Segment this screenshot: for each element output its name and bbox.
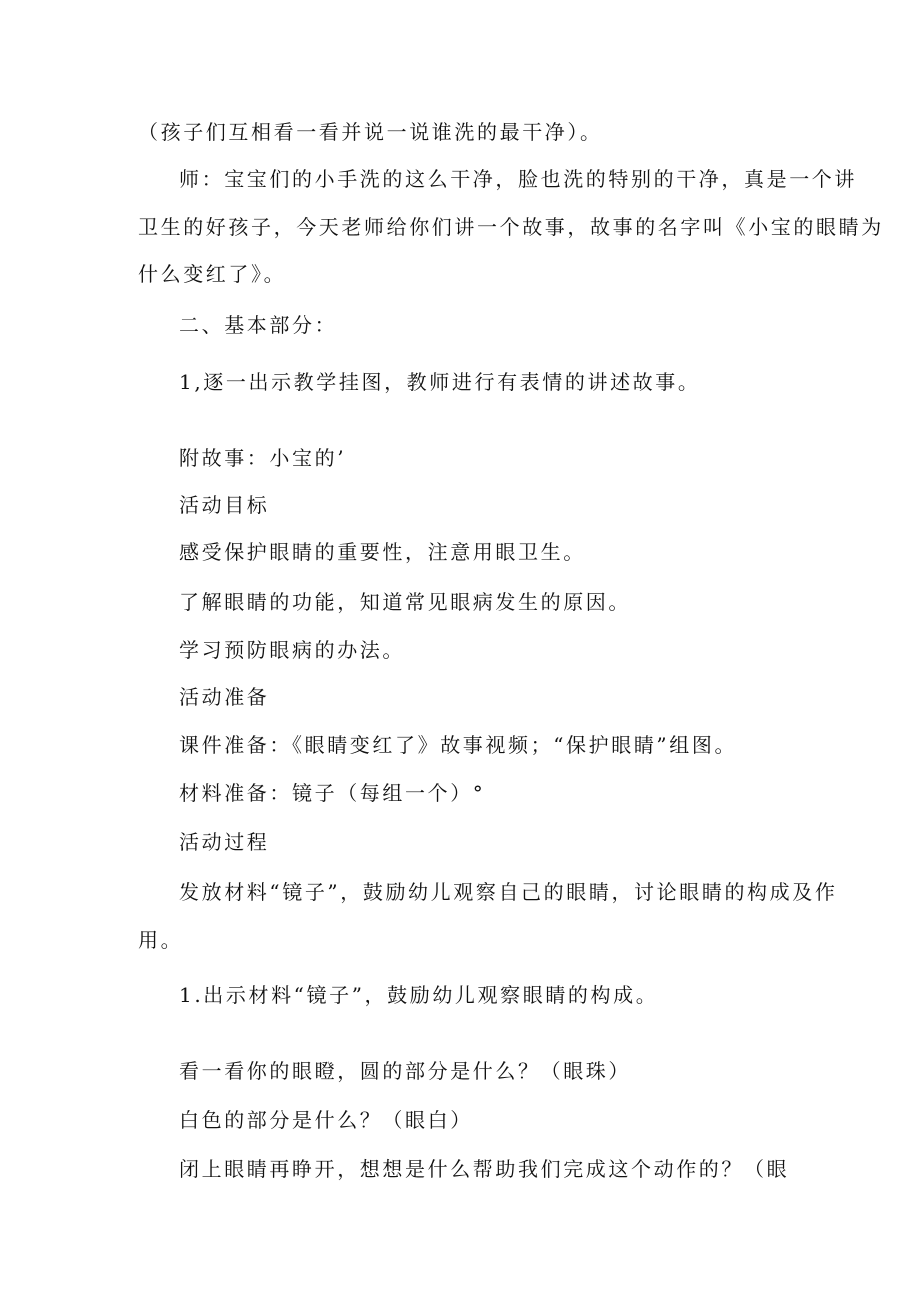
- text-line-13: 课件准备：《眼睛变红了》故事视频；“保护眼睛”组图。: [179, 733, 738, 757]
- text-line-1: （孩子们互相看一看并说一说谁洗的最干净）。: [138, 120, 603, 144]
- text-line-7: 附故事：小宝的’: [179, 446, 347, 470]
- text-line-6: 1,逐一出示教学挂图，教师进行有表情的讲述故事。: [179, 370, 701, 394]
- text-line-14: 材料准备：镜子（每组一个）°: [179, 781, 486, 805]
- text-line-18: 1.出示材料“镜子”，鼓励幼儿观察眼睛的构成。: [179, 983, 659, 1007]
- text-line-8: 活动目标: [179, 493, 270, 517]
- text-line-21: 闭上眼睛再睁开，想想是什么帮助我们完成这个动作的？（眼: [179, 1157, 790, 1181]
- text-line-16: 发放材料“镜子”，鼓励幼儿观察自己的眼睛，讨论眼睛的构成及作: [179, 880, 838, 904]
- text-line-20: 白色的部分是什么？（眼白）: [179, 1108, 473, 1132]
- text-line-12: 活动准备: [179, 685, 270, 709]
- text-line-5: 二、基本部分：: [179, 313, 338, 337]
- text-line-4: 什么变红了》。: [138, 262, 287, 286]
- text-line-19: 看一看你的眼瞪，圆的部分是什么？（眼珠）: [179, 1059, 631, 1083]
- text-line-11: 学习预防眼病的办法。: [179, 638, 405, 662]
- text-line-17: 用。: [138, 928, 184, 952]
- text-line-3: 卫生的好孩子，今天老师给你们讲一个故事，故事的名字叫《小宝的眼睛为: [138, 215, 884, 239]
- text-line-9: 感受保护眼睛的重要性，注意用眼卫生。: [179, 540, 586, 564]
- text-line-15: 活动过程: [179, 830, 270, 854]
- text-line-2: 师：宝宝们的小手洗的这么干净，脸也洗的特别的干净，真是一个讲: [179, 167, 857, 191]
- text-line-10: 了解眼睛的功能，知道常见眼病发生的原因。: [179, 590, 631, 614]
